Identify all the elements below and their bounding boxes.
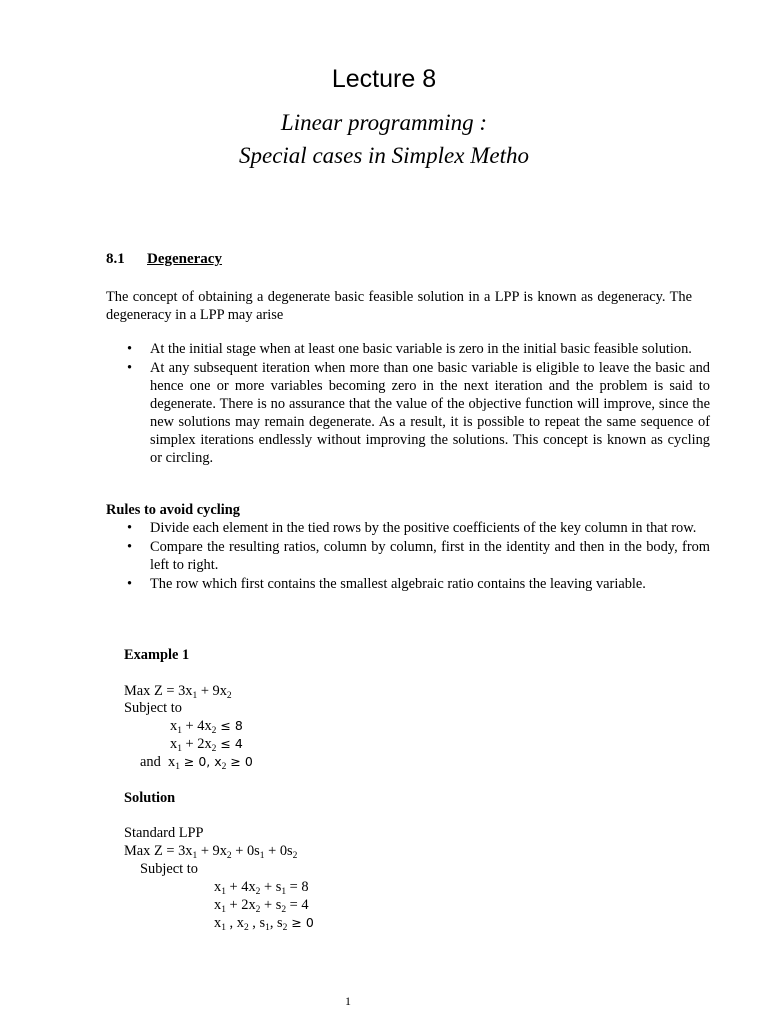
rules-heading: Rules to avoid cycling	[106, 502, 240, 518]
page-subtitle-line2: Special cases in Simplex Metho	[239, 143, 529, 168]
list-item: • Compare the resulting ratios, column by column, first in the identity and then in the body, from left to right.	[150, 538, 710, 574]
page-subtitle-line1: Linear programming :	[280, 110, 488, 135]
example-subject-to: Subject to	[124, 700, 182, 716]
section-title: Degeneracy	[147, 251, 222, 267]
standard-equation-1: $x_1 + 4x_2 + s_1 = 8$	[214, 879, 309, 897]
page-title: Lecture 8	[331, 65, 437, 93]
page-number: 1	[345, 994, 351, 1008]
constraint-1: $x_1 + 4x_2 \le 8$	[170, 718, 243, 736]
list-item: • At any subsequent iteration when more than one basic variable is eligible to leave the basic and hence one or more variables becoming zero in the next iteration and the problem is said to degenerate. There is no assurance that the value of the objective function will improve, since the new solutions may remain degenerate. As a result, it is possible to repeat the same sequence of simplex iterations endlessly without improving the solutions. This concept is known as cycling or circling.	[150, 359, 710, 467]
list-item: • Divide each element in the tied rows by the positive coefficients of the key column in that row.	[150, 519, 710, 537]
standard-nonnegativity: $x_1$ , $x_2$ , $s_1$, $s_2 \ge 0$	[214, 915, 314, 933]
standard-subject-to: Subject to	[140, 861, 198, 877]
degeneracy-bullet-list	[150, 340, 710, 468]
constraint-2: $x_1 + 2x_2 \le 4$	[170, 736, 243, 754]
solution-heading: Solution	[124, 790, 176, 806]
standard-lpp-label: Standard LPP	[124, 825, 204, 841]
standard-equation-2: $x_1 + 2x_2 + s_2 = 4$	[214, 897, 309, 915]
list-item: • The row which first contains the smallest algebraic ratio contains the leaving variable.	[150, 575, 710, 593]
section-number: 8.1	[106, 251, 125, 267]
list-item: • At the initial stage when at least one basic variable is zero in the initial basic feasible solution.	[150, 340, 710, 358]
example-objective: Max $Z = 3x_1 + 9x_2$	[124, 683, 232, 701]
intro-paragraph: The concept of obtaining a degenerate basic feasible solution in a LPP is known as degeneracy. The degeneracy in a LPP may arise	[106, 289, 692, 323]
example-heading: Example 1	[124, 647, 190, 663]
rules-bullet-list	[150, 519, 710, 594]
standard-objective: Max $Z = 3x_1 + 9x_2 + 0s_1 + 0s_2$	[124, 843, 298, 861]
constraint-nonnegativity: and $x_1 \ge 0$, $x_2 \ge 0$	[140, 754, 253, 772]
